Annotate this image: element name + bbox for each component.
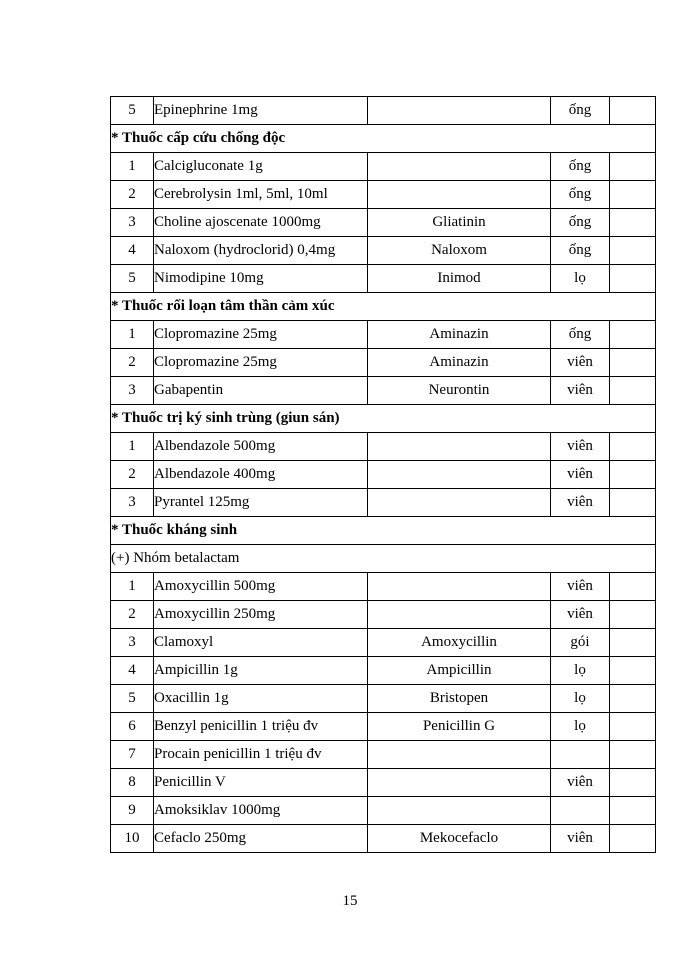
empty-cell xyxy=(610,97,656,125)
table-row xyxy=(111,825,656,853)
section-title: * Thuốc trị ký sinh trùng (giun sán) xyxy=(111,405,656,433)
brand-name xyxy=(368,489,551,517)
section-header-row xyxy=(111,517,656,545)
row-number: 2 xyxy=(111,601,154,629)
row-number: 7 xyxy=(111,741,154,769)
table-row xyxy=(111,153,656,181)
unit: viên xyxy=(551,573,610,601)
table-row xyxy=(111,349,656,377)
brand-name xyxy=(368,797,551,825)
brand-name: Gliatinin xyxy=(368,209,551,237)
row-number: 1 xyxy=(111,433,154,461)
drug-list-table xyxy=(110,96,656,853)
section-header-row xyxy=(111,293,656,321)
brand-name xyxy=(368,97,551,125)
row-number: 3 xyxy=(111,489,154,517)
row-number: 1 xyxy=(111,573,154,601)
unit xyxy=(551,797,610,825)
section-header-row xyxy=(111,125,656,153)
empty-cell xyxy=(610,321,656,349)
drug-name: Cerebrolysin 1ml, 5ml, 10ml xyxy=(154,181,368,209)
table-row xyxy=(111,657,656,685)
empty-cell xyxy=(610,657,656,685)
row-number: 1 xyxy=(111,321,154,349)
table-body xyxy=(111,97,656,853)
table-row xyxy=(111,797,656,825)
row-number: 4 xyxy=(111,657,154,685)
table-row xyxy=(111,769,656,797)
section-title: * Thuốc kháng sinh xyxy=(111,517,656,545)
drug-name: Pyrantel 125mg xyxy=(154,489,368,517)
brand-name: Mekocefaclo xyxy=(368,825,551,853)
unit xyxy=(551,741,610,769)
row-number: 10 xyxy=(111,825,154,853)
unit: lọ xyxy=(551,657,610,685)
brand-name: Aminazin xyxy=(368,321,551,349)
section-header-row xyxy=(111,405,656,433)
row-number: 5 xyxy=(111,97,154,125)
brand-name: Ampicillin xyxy=(368,657,551,685)
unit: gói xyxy=(551,629,610,657)
unit: viên xyxy=(551,377,610,405)
row-number: 1 xyxy=(111,153,154,181)
unit: ống xyxy=(551,209,610,237)
drug-name: Clamoxyl xyxy=(154,629,368,657)
drug-name: Amoksiklav 1000mg xyxy=(154,797,368,825)
unit: viên xyxy=(551,601,610,629)
empty-cell xyxy=(610,601,656,629)
brand-name: Naloxom xyxy=(368,237,551,265)
row-number: 4 xyxy=(111,237,154,265)
table-row xyxy=(111,489,656,517)
unit: viên xyxy=(551,769,610,797)
table-row xyxy=(111,685,656,713)
page-number: 15 xyxy=(342,893,358,909)
drug-name: Nimodipine 10mg xyxy=(154,265,368,293)
empty-cell xyxy=(610,489,656,517)
empty-cell xyxy=(610,349,656,377)
drug-name: Benzyl penicillin 1 triệu đv xyxy=(154,713,368,741)
brand-name: Penicillin G xyxy=(368,713,551,741)
drug-name: Clopromazine 25mg xyxy=(154,321,368,349)
row-number: 3 xyxy=(111,209,154,237)
drug-name: Oxacillin 1g xyxy=(154,685,368,713)
empty-cell xyxy=(610,769,656,797)
brand-name: Aminazin xyxy=(368,349,551,377)
drug-name: Albendazole 400mg xyxy=(154,461,368,489)
unit: ống xyxy=(551,181,610,209)
drug-name: Cefaclo 250mg xyxy=(154,825,368,853)
drug-name: Clopromazine 25mg xyxy=(154,349,368,377)
unit: viên xyxy=(551,349,610,377)
table-row xyxy=(111,573,656,601)
unit: lọ xyxy=(551,265,610,293)
brand-name: Inimod xyxy=(368,265,551,293)
brand-name xyxy=(368,601,551,629)
empty-cell xyxy=(610,573,656,601)
empty-cell xyxy=(610,377,656,405)
empty-cell xyxy=(610,741,656,769)
drug-name: Gabapentin xyxy=(154,377,368,405)
table-row xyxy=(111,461,656,489)
empty-cell xyxy=(610,433,656,461)
brand-name: Neurontin xyxy=(368,377,551,405)
drug-name: Penicillin V xyxy=(154,769,368,797)
empty-cell xyxy=(610,181,656,209)
row-number: 5 xyxy=(111,685,154,713)
empty-cell xyxy=(610,629,656,657)
empty-cell xyxy=(610,153,656,181)
unit: ống xyxy=(551,97,610,125)
empty-cell xyxy=(610,209,656,237)
table-row xyxy=(111,629,656,657)
table-row xyxy=(111,237,656,265)
brand-name xyxy=(368,769,551,797)
brand-name: Amoxycillin xyxy=(368,629,551,657)
empty-cell xyxy=(610,685,656,713)
row-number: 2 xyxy=(111,349,154,377)
drug-name: Amoxycillin 500mg xyxy=(154,573,368,601)
unit: lọ xyxy=(551,685,610,713)
row-number: 3 xyxy=(111,377,154,405)
unit: viên xyxy=(551,825,610,853)
table-row xyxy=(111,741,656,769)
brand-name xyxy=(368,433,551,461)
unit: ống xyxy=(551,321,610,349)
drug-name: Ampicillin 1g xyxy=(154,657,368,685)
row-number: 9 xyxy=(111,797,154,825)
brand-name xyxy=(368,741,551,769)
drug-name: Choline ajoscenate 1000mg xyxy=(154,209,368,237)
empty-cell xyxy=(610,713,656,741)
drug-name: Amoxycillin 250mg xyxy=(154,601,368,629)
unit: viên xyxy=(551,489,610,517)
table-row xyxy=(111,321,656,349)
drug-name: Naloxom (hydroclorid) 0,4mg xyxy=(154,237,368,265)
brand-name xyxy=(368,153,551,181)
brand-name: Bristopen xyxy=(368,685,551,713)
table-row xyxy=(111,377,656,405)
row-number: 3 xyxy=(111,629,154,657)
empty-cell xyxy=(610,265,656,293)
unit: ống xyxy=(551,153,610,181)
drug-name: Procain penicillin 1 triệu đv xyxy=(154,741,368,769)
drug-name: Calcigluconate 1g xyxy=(154,153,368,181)
subsection-title: (+) Nhóm betalactam xyxy=(111,545,656,573)
row-number: 8 xyxy=(111,769,154,797)
table-row xyxy=(111,265,656,293)
unit: viên xyxy=(551,433,610,461)
unit: ống xyxy=(551,237,610,265)
table-row xyxy=(111,97,656,125)
brand-name xyxy=(368,461,551,489)
row-number: 5 xyxy=(111,265,154,293)
table-row xyxy=(111,601,656,629)
row-number: 2 xyxy=(111,181,154,209)
brand-name xyxy=(368,573,551,601)
table-row xyxy=(111,181,656,209)
empty-cell xyxy=(610,461,656,489)
table-row xyxy=(111,209,656,237)
drug-name: Albendazole 500mg xyxy=(154,433,368,461)
row-number: 6 xyxy=(111,713,154,741)
drug-name: Epinephrine 1mg xyxy=(154,97,368,125)
table-row xyxy=(111,433,656,461)
empty-cell xyxy=(610,237,656,265)
row-number: 2 xyxy=(111,461,154,489)
subsection-header-row xyxy=(111,545,656,573)
unit: lọ xyxy=(551,713,610,741)
table-row xyxy=(111,713,656,741)
section-title: * Thuốc cấp cứu chống độc xyxy=(111,125,656,153)
brand-name xyxy=(368,181,551,209)
empty-cell xyxy=(610,825,656,853)
empty-cell xyxy=(610,797,656,825)
unit: viên xyxy=(551,461,610,489)
section-title: * Thuốc rối loạn tâm thần cảm xúc xyxy=(111,293,656,321)
